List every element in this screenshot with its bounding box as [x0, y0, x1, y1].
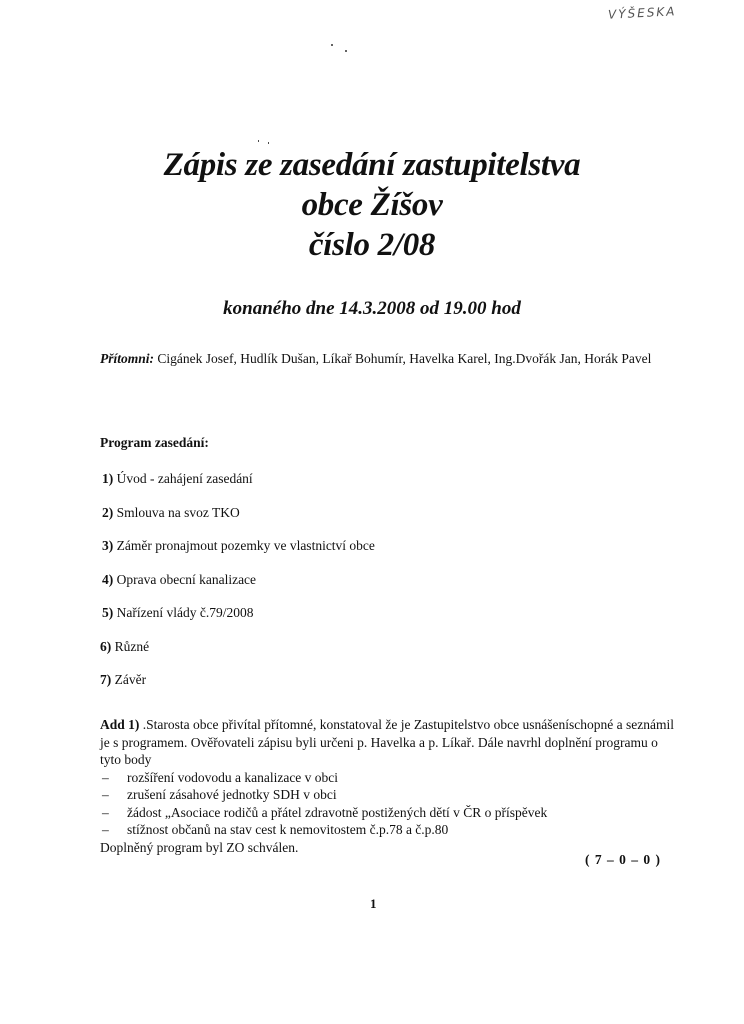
title-line-3: číslo 2/08 — [308, 227, 436, 263]
scan-speck — [258, 140, 259, 142]
program-item: 7) Závěr — [100, 672, 147, 687]
attendees-label: Přítomni: — [100, 351, 155, 366]
list-item: – rozšíření vodovodu a kanalizace v obci — [102, 769, 339, 785]
add1-bullet-list — [100, 769, 680, 839]
program-item: 3) Záměr pronajmout pozemky ve vlastnictví obce — [102, 538, 375, 553]
add1-paragraph — [100, 716, 680, 769]
add1-text: .Starosta obce přivítal přítomné, konstatoval že je Zastupitelstvo obce usnášeníschopné a seznámil je s programem. Ověřovateli zápisu byli určeni p. Havelka a p. Líkař. Dále navrhl doplnění programu o tyto body — [100, 717, 674, 767]
program-item: 6) Různé — [100, 639, 150, 654]
title-line-1: Zápis ze zasedání zastupitelstva — [163, 147, 581, 183]
scan-speck — [331, 44, 333, 46]
list-item: – zrušení zásahové jednotky SDH v obci — [102, 787, 337, 802]
vote-result: ( 7 – 0 – 0 ) — [585, 852, 661, 867]
program-item: 1) Úvod - zahájení zasedání — [102, 471, 253, 486]
program-item: 4) Oprava obecní kanalizace — [102, 572, 257, 587]
title-line-2: obce Žíšov — [301, 187, 443, 223]
attendees — [100, 350, 660, 368]
list-item: – žádost „Asociace rodičů a přátel zdravotně postižených dětí v ČR o příspěvek — [102, 804, 548, 820]
scan-speck — [345, 50, 347, 52]
page-number: 1 — [370, 896, 377, 911]
handwritten-note: VÝŠESKA — [607, 4, 677, 22]
list-item: – stížnost občanů na stav cest k nemovitostem č.p.78 a č.p.80 — [102, 822, 449, 837]
document-title — [0, 145, 744, 265]
program-item: 5) Nařízení vlády č.79/2008 — [102, 605, 254, 620]
add1-label: Add 1) — [100, 717, 140, 732]
attendees-names: Cigánek Josef, Hudlík Dušan, Líkař Bohumír, Havelka Karel, Ing.Dvořák Jan, Horák Pavel — [157, 351, 652, 366]
add1-section — [100, 716, 680, 856]
add1-conclusion: Doplněný program byl ZO schválen. — [100, 839, 299, 855]
program-heading: Program zasedání: — [100, 435, 209, 450]
program-item: 2) Smlouva na svoz TKO — [102, 505, 240, 520]
scan-speck — [268, 142, 269, 144]
meeting-date: konaného dne 14.3.2008 od 19.00 hod — [223, 298, 521, 319]
